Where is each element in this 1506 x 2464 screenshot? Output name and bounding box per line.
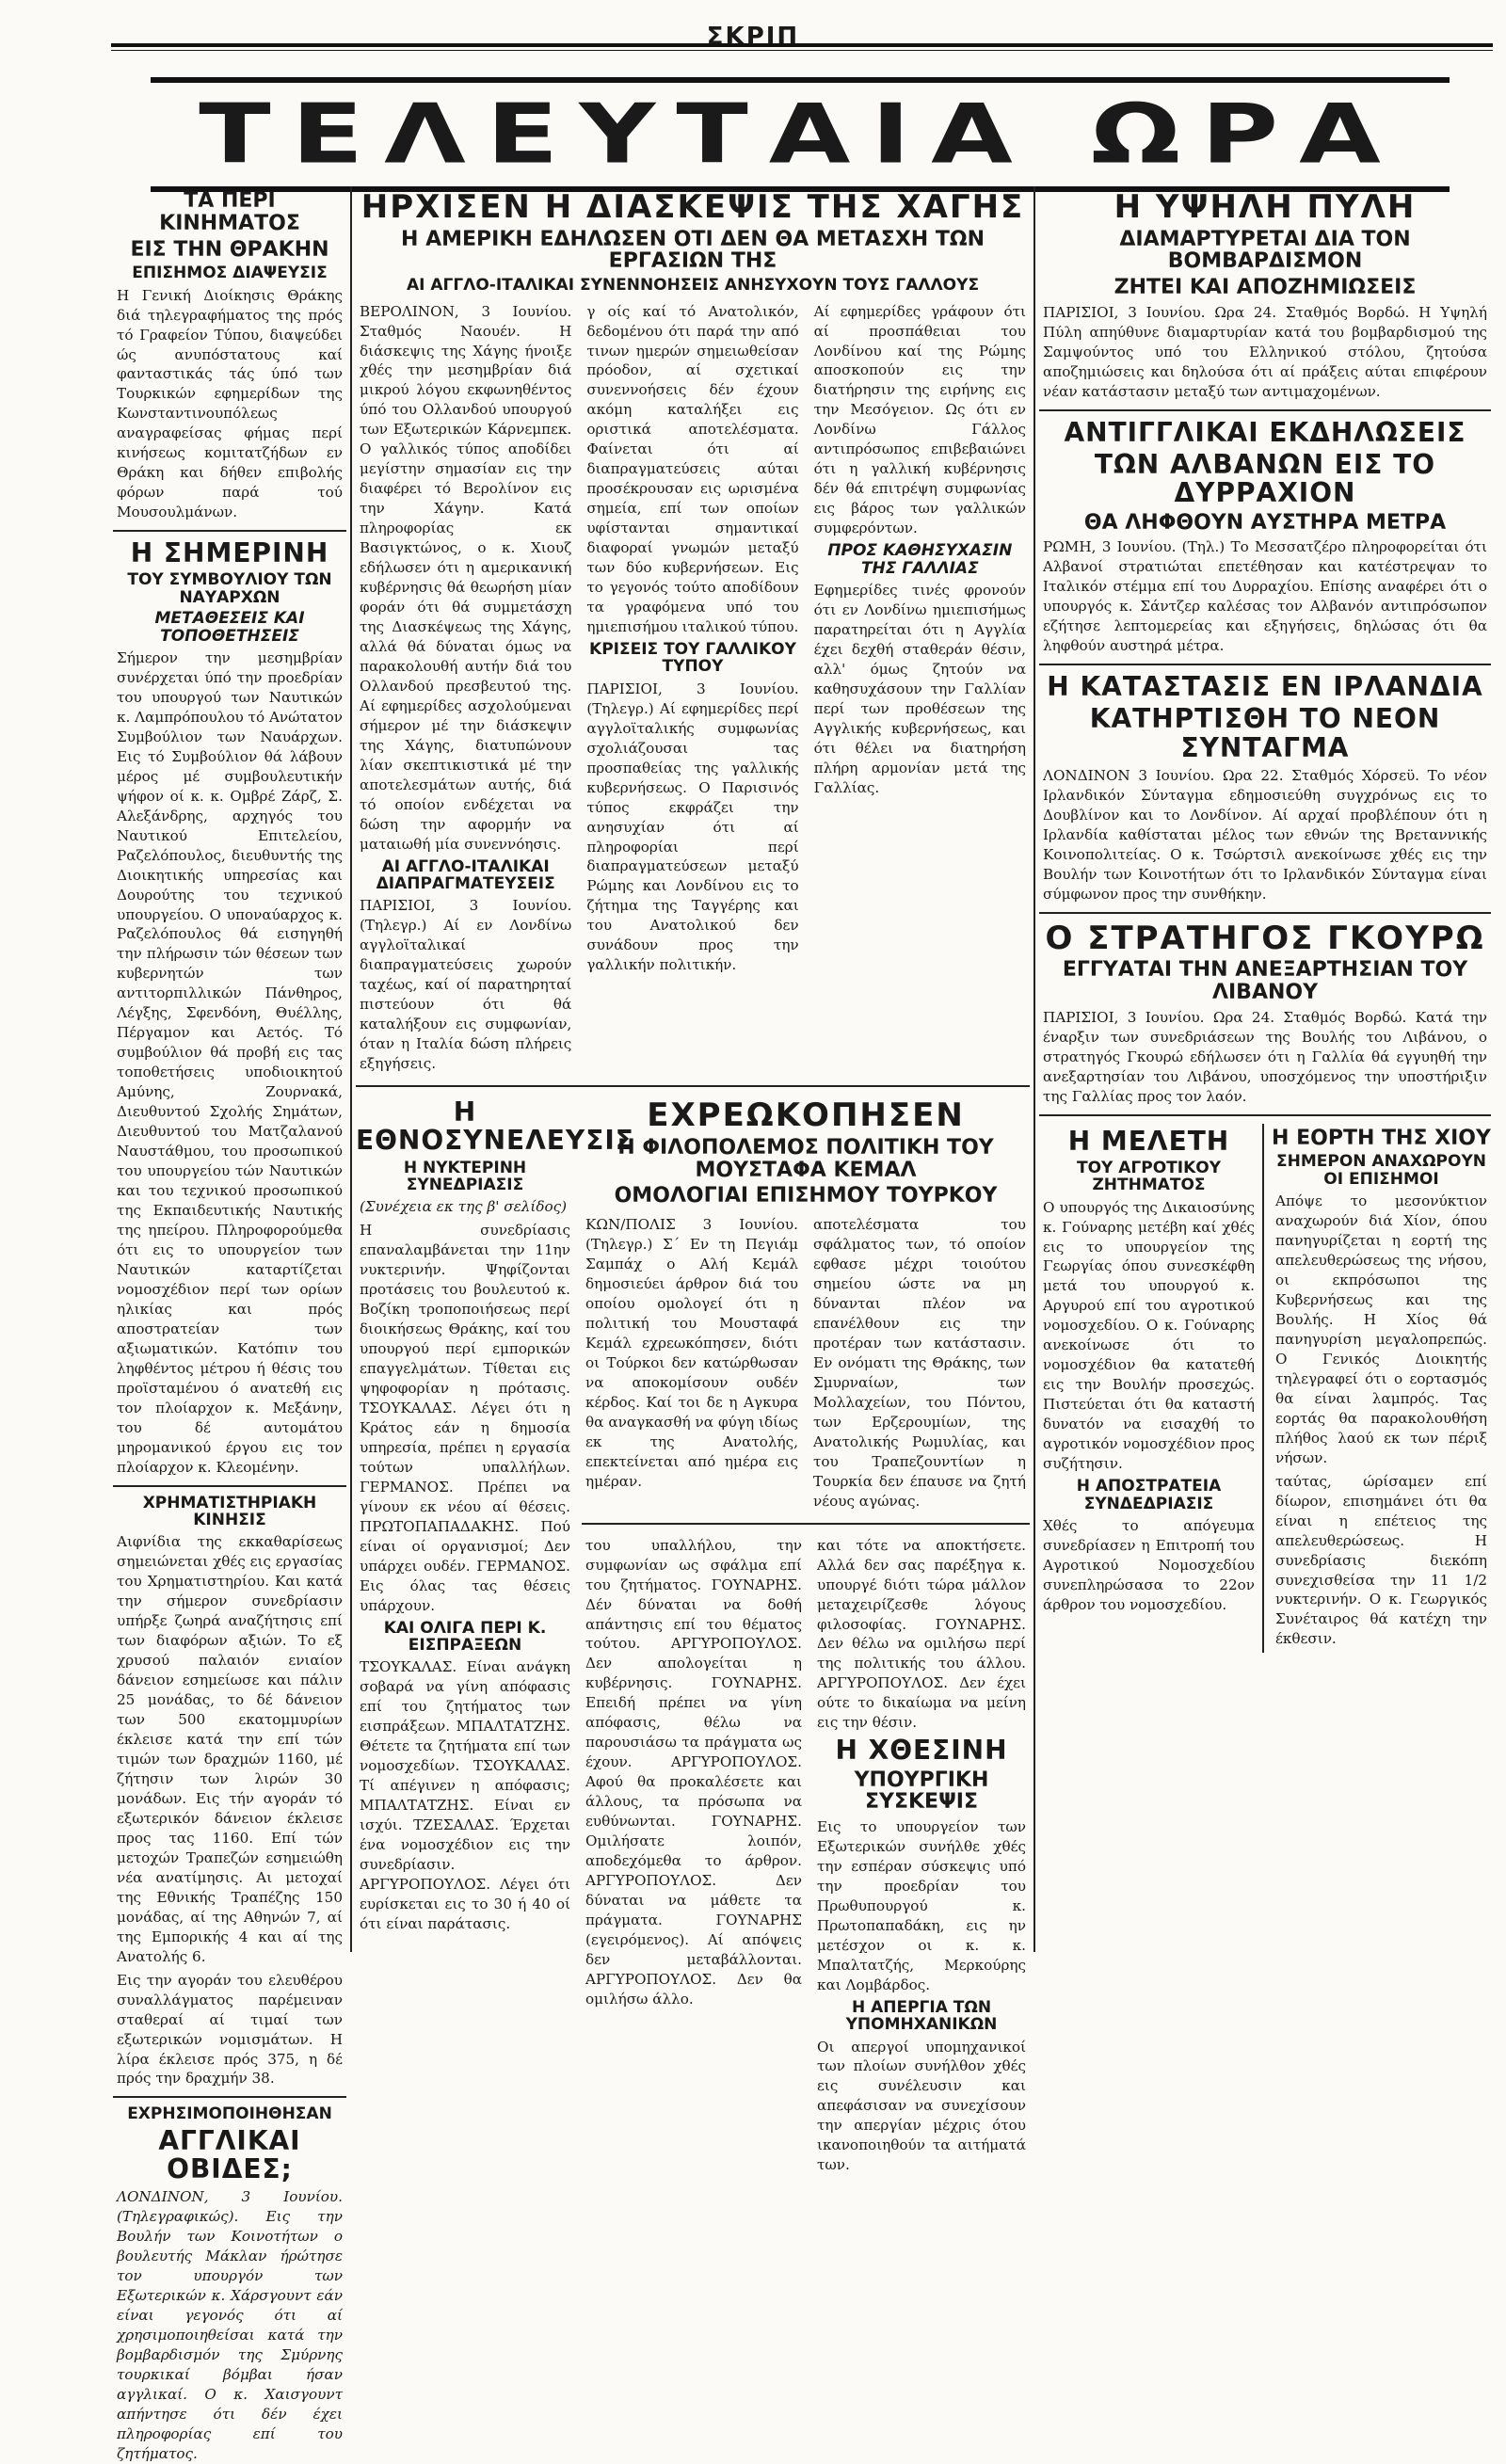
article-body: ΚΩΝ/ΠΟΛΙΣ 3 Ιουνίου. (Τηλεγρ.) Σ΄ Εν τη Πεγιάμ Σαμπάχ ο Αλή Κεμάλ δημοσιεύει άρθρον διά του οποίου ομολογεί ότι η πολιτική του Μουσταφά Κεμάλ εχρεωκόπησεν, διότι οι Τούρκοι δεν κατώρθωσαν να αποκομίσουν ουδέν κέρδος. Καί τοι δε η Αγκυρα θα αναγκασθή να φύγη ιδίως εκ της Ανατολής, επεκτείνεται από ημέρα εις ημέραν. [585,1216,798,1490]
subheadline: ΟΜΟΛΟΓΙΑΙ ΕΠΙΣΗΜΟΥ ΤΟΥΡΚΟΥ [614,1184,998,1208]
headline: Ο ΣΤΡΑΤΗΓΟΣ ΓΚΟΥΡΩ [1045,919,1485,957]
article-body: Εις το υπουργείον των Εξωτερικών συνήλθε χθές την εσπέραν σύσκεψις υπό την προεδρίαν του Πρωθυπουργού κ. Πρωτοπαπαδάκη, εις ην μετέσχον οι κ. κ. Μπαλτατζής, Μερκούρης και Λομβάρδος. [817,1818,1026,1993]
article-body: ΛΟΝΔΙΝΟΝ 3 Ιουνίου. Ωρα 22. Σταθμός Χόρσεϋ. Το νέον Ιρλανδικόν Σύνταγμα εδημοσιεύθη συγχρόνως εις το Δουβλίνον και το Λονδίνον. Αί αρχαί προβλέπουν ότι η Ιρλανδία καθίσταται μέλος των εθνών της Βρεταννικής Κοινοπολιτείας. Ο κ. Τσώρτσιλ ανεκοίνωσε χθές εις την Βουλήν των Κοινοτήτων ότι το Ιρλανδικόν Σύνταγμα είναι σύμφωνον προς την συνθήκην. [1043,766,1487,903]
article-body: Αί εφημερίδες γράφουν ότι αί προσπάθειαι του Λονδίνου καί της Ρώμης αποσκοπούν εις την διατήρησιν της ειρήνης εις την Μεσόγειον. Ως ότι εν Λονδίνω Γάλλος αντιπρόσωπος επιβεβαιώνει ότι η γαλλική κυβέρνησις δέν θά επιτρέψη συμφωνίας εις βάρος των γαλλικών συμφερόντων. [813,302,1026,537]
section-banner [151,77,1450,192]
article-body: Εις την αγοράν του ελευθέρου συναλλάγματος παρέμειναν σταθεραί αί τιμαί των εξωτερικών νομισμάτων. Η λίρα έκλεισε πρός 375, η δέ πρός την δραχμήν 38. [117,1971,343,2088]
article-agrarian [1039,1124,1264,1654]
article-finance [113,1495,346,2089]
article-body: ΛΟΝΔΙΝΟΝ, 3 Ιουνίου. (Τηλεγραφικώς). Εις την Βουλήν των Κοινοτήτων ο βουλευτής Μάκλαν ήρώτησε τον υπουργόν των Εξωτερικών κ. Χάρσγουντ εάν είναι γεγονός ότι αί χρησιμοποιηθείσαι κατά την βομβαρδισμόν της Σμύρνης τουρκικαί βόμβαι ήσαν αγγλικαί. Ο κ. Χαισγουντ απήντησε ότι δέν έχει πληροφορίας επί του ζητήματος. [117,2188,343,2462]
top-rule-thin [111,50,1493,51]
divider [113,2096,346,2098]
headline: ΤΩΝ ΑΛΒΑΝΩΝ ΕΙΣ ΤΟ ΔΥΡΡΑΧΙΟΝ [1094,449,1436,509]
article-body: γ οίς καί τό Ανατολικόν, δεδομένου ότι παρά την από τινων ημερών σημειωθείσαν πρόοδον, αί σχετικαί συνεννοήσεις δέν έχουν ακόμη καταλήξει εις οριστικά αποτελέσματα. Φαίνεται ότι αί διαπραγματεύσεις αύται προσέκρουσαν εις ωρισμένα σημεία, επί των οποίων υφίστανται σημαντικαί διαφοραί γνωμών μεταξύ των δύο κυβερνήσεων. Εις το γεγονός τούτο αποδίδουν τα γραφόμενα υπό του ημιεπισήμου ιταλικού τύπου. [586,302,799,636]
article-body: Απόψε το μεσονύκτιον αναχωρούν διά Χίον, όπου πανηγυρίζεται η εορτή της απελευθερώσεως της νήσου, οι εκπρόσωποι της Κυβερνήσεως και της Βουλής. Η Χίος θά πανηγυρίση μεγαλοπρεπώς. Ο Γενικός Διοικητής τηλεγραφεί ότι ο εορτασμός θα είναι λαμπρός. Τας εορτάς θα παρακολουθήση πλήθος λαού εκ των πέριξ νήσων. [1275,1192,1487,1466]
article-body: και τότε να αποκτήσετε. Αλλά δεν σας παρέξηγα κ. υπουργέ διότι τώρα μάλλον μεταχειρίζεσθε λόγους φιλοσοφίας. ΓΟΥΝΑΡΗΣ. Δεν θέλω να ομιλήσω περί της πολιτικής του άλλου. ΑΡΓΥΡΟΠΟΥΛΟΣ. Δεν έχει ούτε το δικαίωμα να μείνη εις την θέσιν. [817,1536,1026,1732]
article-body: Οι απεργοί υπομηχανικοί των πλοίων συνήλθον χθές εις συνέλευσιν και απεφάσισαν να συνεχίσουν την απεργίαν μέχρις ότου ικανοποιηθούν τα αιτήματά των. [817,2038,1026,2174]
article-body: ΠΑΡΙΣΙΟΙ, 3 Ιουνίου. Ωρα 24. Σταθμός Βορδώ. Η Υψηλή Πύλη απηύθυνε διαμαρτυρίαν κατά του βομβαρδισμού της Σαμψούντος υπό του Ελληνικού στόλου, ζητούσα αποζημιώσεις και δηλούσα ότι αί πράξεις αύται επιφέρουν νέαν κατάστασιν μεταξύ των αντιμαχομένων. [1043,303,1487,400]
divider [1039,664,1491,665]
right-column [1039,186,1491,1952]
article-body: ταύτας, ώρίσαμεν επί δίωρον, επισημάνει ότι θα είναι η επέτειος της απελευθερώσεως. Η συνεδρίασις διεκόπη συνεχισθείσα την 11 1/2 νυκτερινήν. Ο κ. Γεωργικός Συνέταιρος θά κατέχη την έκθεσιν. [1275,1472,1487,1648]
divider [582,1523,1030,1525]
article-porte [1039,190,1491,402]
top-rule [111,43,1493,47]
headline: ΑΓΓΛΙΚΑΙ ΟΒΙΔΕΣ; [158,2124,301,2185]
article-body: του υπαλλήλου, την συμφωνίαν ως σφάλμα επί του ζητήματος. ΓΟΥΝΑΡΗΣ. Δέν δύναται να δοθή απάντησις επί του θέματος τούτου. ΑΡΓΥΡΟΠΟΥΛΟΣ. Δεν απολογείται η κυβέρνησις. ΓΟΥΝΑΡΗΣ. Επειδή πρέπει να γίνη απόφασις, θέλω να παρουσιάσω τα πράγματα ως έχουν. ΑΡΓΥΡΟΠΟΥΛΟΣ. Αφού θα προκαλέσετε και άλλους, τα πρόσωπα να ευθύνωνται. ΓΟΥΝΑΡΗΣ. Ομιλήσατε λοιπόν, αποδεχόμεθα το άρθρον. ΑΡΓΥΡΟΠΟΥΛΟΣ. Δεν δύναται να μάθετε τα πράγματα. ΓΟΥΝΑΡΗΣ (εγειρόμενος). Αί απόψεις δεν μεταβάλλονται. ΑΡΓΥΡΟΠΟΥΛΟΣ. Δεν θα ομιλήσω άλλο. [585,1536,802,2008]
divider [1039,409,1491,411]
article-debate [582,1532,1030,2180]
headline: Η ΣΗΜΕΡΙΝΗ [130,537,329,569]
headline: ΥΠΟΥΡΓΙΚΗ ΣΥΣΚΕΨΙΣ [854,1768,989,1815]
article-body: Ο υπουργός της Δικαιοσύνης κ. Γούναρης μετέβη καί χθές εις το υπουργείον της Γεωργίας όπου συνεσκέφθη μετά του υπουργού κ. Αργυρού επί του αγροτικού νομοσχεδίου. Ο κ. Γούναρης ανεκοίνωσε ότι το νομοσχέδιον θα κατατεθή εις την Βουλήν προσεχώς. Πιστεύεται ότι θα καταστή δυνατόν να εισαχθή το αγροτικόν νομοσχέδιον προς συζήτησιν. [1043,1198,1255,1473]
headline: ΗΡΧΙΣΕΝ Η ΔΙΑΣΚΕΨΙΣ ΤΗΣ ΧΑΓΗΣ [360,188,1025,226]
article-body: Σήμερον την μεσημβρίαν συνέρχεται ύπό την προεδρίαν του υπουργού των Ναυτικών κ. Λαμπρόπουλου τό Ανώτατον Συμβούλιον των Ναυάρχων. Εις τό Συμβούλιον θά λάβουν μέρος μέ συμβουλευτικήν ψήφον οί κ. κ. Ομβρέ Ζάρζ, Σ. Αλεξάνδρης, αρχηγός του Ναυτικού Επιτελείου, Ραζελόπουλος, διευθυντής της Διοικητικής υπηρεσίας και Δουρούτης του τεχνικού υπουργείου. Ο υποναύαρχος κ. Ραζελόπουλος θά εισηγηθή την πλήρωσιν τών θέσεων των κυβερνητών των αντιτορπιλλικών Πάνθηρος, Λέγξης, Σφενδόνη, Θυέλλης, Πέργαμον και Αετός. Τό συμβούλιον θά προβή εις τας τοποθετήσεις υποδιοικητού Αμύνης, Ζουρνακά, Διευθυντού Σχολής Σημάτων, Διευθυντού του Ματζαλανού Ναυστάθμου, του προσωπικού του υπουργείου τών Ναυτικών και του τεχνικού προσωπικού της Εκπαιδευτικής Ναυτικής της ηπείρου. Πληροφορούμεθα ότι εις το υπουργείον των Ναυτικών καταρτίζεται νομοσχέδιον περί των ορίων ηλικίας και πρός αποστρατείαν των αξιωματικών. Κατόπιν του ληφθέντος μέτρου ή θέσις του προϊσταμένου ό ανατεθή εις τον πλοίαρχον κ. Μεξάνην, του δέ αυτομάτου μηρομανικού έργου εις τον πλοίαρχον κ. Κλεομένην. [117,648,343,1476]
paper-name: ΣΚΡΙΠ [706,23,800,51]
article-body: ΠΑΡΙΣΙΟΙ, 3 Ιουνίου. Ωρα 24. Σταθμός Βορδώ. Κατά την έναρξιν των συνεδριάσεων της Βουλής του Λιβάνου, ο στρατηγός Γκουρώ εδήλωσεν ότι η Γαλλία θά εγγυηθή την ανεξαρτησίαν του Λιβάνου, υποσχόμενος την υποστήριξιν της Γαλλίας προς τον λαόν. [1043,1008,1487,1105]
subheadline: ΠΡΟΣ ΚΑΘΗΣΥΧΑΣΙΝ ΤΗΣ ΓΑΛΛΙΑΣ [827,541,1013,578]
divider [113,1485,346,1487]
subheadline: ΖΗΤΕΙ ΚΑΙ ΑΠΟΖΗΜΙΩΣΕΙΣ [1113,276,1417,300]
banner-title: ΤΕΛΕΥΤΑΙΑ ΩΡΑ [199,87,1402,183]
article-body: Εφημερίδες τινές φρονούν ότι εν Λονδίνω ημιεπισήμως παρατηρείται ότι η Αγγλία έχει δεχθή σταθεράν θέσιν, αλλ' όμως ζητούν να καθησυχάσουν την Γαλλίαν περί των προθέσεων της Αγγλικής κυβερνήσεως, και ότι θέλει να διατηρήση πλήρη αρμονίαν μετά της Γαλλίας. [813,581,1026,796]
headline: ΕΧΡΗΣΙΜΟΠΟΙΗΘΗΣΑΝ [127,2104,332,2124]
subheadline: Η ΑΠΟΣΤΡΑΤΕΙΑ ΣΥΝΔΕΔΡΙΑΣΙΣ [1076,1477,1222,1513]
subheadline: ΤΟΥ ΣΥΜΒΟΥΛΙΟΥ ΤΩΝ ΝΑΥΑΡΧΩΝ [127,570,332,607]
headline: Η ΑΜΕΡΙΚΗ ΕΔΗΛΩΣΕΝ ΟΤΙ ΔΕΝ ΘΑ ΜΕΤΑΣΧΗ ΤΩΝ ΕΡΓΑΣΙΩΝ ΤΗΣ [401,227,985,274]
article-body: ΡΩΜΗ, 3 Ιουνίου. (Τηλ.) Το Μεσσατζέρο πληροφορείται ότι Αλβανοί στρατιώται επετέθησαν και κατέστρεψαν το Ιταλικόν στέμμα επί του Δυρραχίου. Επίσης αναφέρει ότι ο υπουργός κ. Σάντζερ καλέσας τον Αλβανόν αντιπρόσωπον εζήτησε λεπτομερείας και εξηγήσεις, δηλώσας ότι θα ληφθούν αυστηρά μέτρα. [1043,538,1487,655]
column-rule [350,186,352,1952]
subheadline: Η ΑΠΕΡΓΙΑ ΤΩΝ ΥΠΟΜΗΧΑΝΙΚΩΝ [845,1997,998,2035]
headline: ΑΝΤΙΓΓΛΙΚΑΙ ΕΚΔΗΛΩΣΕΙΣ [1064,416,1466,448]
article-body: ΒΕΡΟΛΙΝΟΝ, 3 Ιουνίου. Σταθμός Ναουέν. Η διάσκεψις της Χάγης ήνοιξε χθές την μεσημβρίαν διά μικρού λόγου εκφωνηθέντος ύπό του Ολλανδού υπουργού των Εξωτερικών Κάρνεμπεκ. Ο γαλλικός τύπος αποδίδει μεγίστην σημασίαν εις την διαφέρει τό Βερολίνον εις την Χάγην. Κατά πληροφορίας εκ Βασιγκτώνος, ο κ. Χιουζ εδήλωσεν ότι η αμερικανική κυβέρνησις θά θεωρήση μίαν φοράν ότι θά συμμετάσχη της Διασκέψεως της Χάγης, αλλά θά δύναται όμως να παρακολουθή αυτήν διά του Ολλανδού πρεσβευτού της. Αί εφημερίδες ασχολούμεναι σήμερον μέ την διάσκεψιν της Χάγης, διατυπώνουν λίαν σκεπτικιστικά μέ την αποτελεσμάτων αυτής, διά τό οποίον ενδέχεται να δώση την αφορμήν να ματαιωθή μία συνεννόησις. [360,302,572,853]
subheadline: ΚΡΙΣΕΙΣ ΤΟΥ ΓΑΛΛΙΚΟΥ ΤΥΠΟΥ [589,640,796,677]
center-column [356,186,1030,2174]
headline: Η ΦΙΛΟΠΟΛΕΜΟΣ ΠΟΛΙΤΙΚΗ ΤΟΥ ΜΟΥΣΤΑΦΑ ΚΕΜΑΛ [617,1135,994,1182]
article-kemal [582,1098,1030,1515]
headline: ΧΡΗΜΑΤΙΣΤΗΡΙΑΚΗ ΚΙΝΗΣΙΣ [142,1493,317,1529]
headline: ΔΙΑΜΑΡΤΥΡΕΤΑΙ ΔΙΑ ΤΟΝ ΒΟΜΒΑΡΔΙΣΜΟΝ [1119,227,1411,274]
headline: ΤΑ ΠΕΡΙ ΚΙΝΗΜΑΤΟΣ [159,189,300,235]
headline: Η ΕΟΡΤΗ ΤΗΣ ΧΙΟΥ [1272,1126,1491,1150]
headline: Η ΕΘΝΟΣΥΝΕΛΕΥΣΙΣ [356,1096,634,1157]
article-body: αποτελέσματα του σφάλματος των, τό οποίον εφθασε μέχρι τοιούτου σημείου ώστε να μη δύνανται πλέον να επανέλθουν εις την προτέραν των κατάστασιν. Εν ονόματι της Θράκης, των Σμυρναίων, των Μολλαχείων, του Πόντου, των Ερζερουμίων, της Ανατολικής Ρωμυλίας, και του Τραπεζουντίων η Τουρκία δεν έπαυσε να ζητή νέους αγώνας. [813,1216,1026,1510]
subheadline: ΜΕΤΑΘΕΣΕΙΣ ΚΑΙ ΤΟΠΟΘΕΤΗΣΕΙΣ [154,609,305,646]
article-council [113,539,346,1477]
article-hague [356,190,1030,1078]
article-body: Χθές το απόγευμα συνεδρίασεν η Επιτροπή του Αγροτικού Νομοσχεδίου συνεπληρώσασα το 22ον άρθρον του νομοσχεδίου. [1043,1516,1255,1613]
headline: ΕΧΡΕΩΚΟΠΗΣΕΝ [647,1096,965,1135]
headline: Η ΚΑΤΑΣΤΑΣΙΣ ΕΝ ΙΡΛΑΝΔΙΑ [1047,671,1483,703]
article-thrace [113,190,346,522]
article-body: ΤΣΟΥΚΑΛΑΣ. Είναι ανάγκη σοβαρά να γίνη απόφασις επί του ζητήματος των εισπράξεων. ΜΠΑΛΤΑΤΖΗΣ. Θέτετε τα ζητήματα επί των νομοσχεδίων. ΤΣΟΥΚΑΛΑΣ. Τί απέγινεν η απόφασις; ΜΠΑΛΤΑΤΖΗΣ. Είναι εν ισχύι. ΤΖΕΣΑΛΑΣ. Έρχεται ένα νομοσχέδιον εις την συνεδρίασιν. ΑΡΓΥΡΟΠΟΥΛΟΣ. Λέγει ότι ευρίσκεται εις το 30 ή 40 οί ότι είναι παράτασις. [360,1658,570,1932]
headline: ΚΑΤΗΡΤΙΣΘΗ ΤΟ ΝΕΟΝ ΣΥΝΤΑΓΜΑ [1089,703,1441,763]
subheadline: ΤΟΥ ΑΓΡΟΤΙΚΟΥ ΖΗΤΗΜΑΤΟΣ [1076,1158,1222,1195]
article-body: Η συνεδρίασις επαναλαμβάνεται την 11ην νυκτερινήν. Ψηφίζονται προτάσεις του βουλευτού κ. Βοζίκη τροποποιήσεως περί διοικήσεως Θράκης, καί του υπουργού περί εμπορικών επαγγελμάτων. Τίθεται εις ψηφοφορίαν η πρότασις. ΤΣΟΥΚΑΛΑΣ. Λέγει ότι η Κράτος εάν η δημοσία υπηρεσία, πρέπει η εργασία τούτων υπαλλήλων. ΓΕΡΜΑΝΟΣ. Πρέπει να γίνουν εκ νέου αί θέσεις. ΠΡΩΤΟΠΑΠΑΔΑΚΗΣ. Πού είναι οί οργανισμοί; Δεν υπάρχει ουδέν. ΓΕΡΜΑΝΟΣ. Εις όλας τας θέσεις υπάρχουν. [360,1222,570,1614]
headline: Η ΧΘΕΣΙΝΗ [835,1735,1008,1767]
subheadline: ΣΗΜΕΡΟΝ ΑΝΑΧΩΡΟΥΝ ΟΙ ΕΠΙΣΗΜΟΙ [1276,1152,1486,1189]
subheadline: ΚΑΙ ΟΛΙΓΑ ΠΕΡΙ Κ. ΕΙΣΠΡΑΞΕΩΝ [383,1618,547,1656]
article-albania-shells [113,2105,346,2463]
article-gouraud [1039,921,1491,1107]
article-chios [1272,1124,1491,1654]
subheadline: ΕΠΙΣΗΜΟΣ ΔΙΑΨΕΥΣΙΣ [132,264,328,283]
divider [356,1085,1030,1087]
column-rule [1033,186,1035,1952]
divider [113,530,346,532]
article-body: ΠΑΡΙΣΙΟΙ, 3 Ιουνίου. (Τηλεγρ.) Αί εφημερίδες περί αγγλοϊταλικής συμφωνίας σχολιάζουσαι τας προσπαθείας της γαλλικής κυβερνήσεως. Ο Παρισινός τύπος εκφράζει την ανησυχίαν ότι αί πληροφορίαι περί διαπραγματεύσεων μεταξύ Ρώμης και Λονδίνου εις το ζήτημα της Ταγγέρης και του Ανατολικού δεν συνάδουν προς την γαλλικήν πολιτικήν. [586,680,799,974]
article-albanians [1039,416,1491,656]
article-body: Αιφνίδια της εκκαθαρίσεως σημειώνεται χθές εις εργασίας του Χρηματιστηρίου. Και κατά την σήμερον συνεδρίασιν υπήρξε ζωηρά αναζήτησις επί των διαφόρων αξιών. Το εξ χρυσού παλαιόν ενιαίον δάνειον εσημείωσε και πάλιν 25 μονάδας, το δέ δάνειον των 500 εκατομμυρίων έκλεισε κατά την επί τών τιμών των δραχμών 1160, μέ ζήτησιν των λιρών 30 μονάδων. Εις τήν αγοράν τό εξωτερικόν δάνειον έκλεισε προς τας 1160. Επί τών μετοχών Τραπεζών εσημειώθη νέα ανατίμησις. Αι μετοχαί της Εθνικής Τραπέζης 150 μονάδας, αί της Αθηνών 7, αί της Εμπορικής 4 και αί της Ανατολής 6. [117,1533,344,1965]
article-body: ΠΑΡΙΣΙΟΙ, 3 Ιουνίου. (Τηλεγρ.) Αί εν Λονδίνω αγγλοϊταλικαί διαπραγματεύσεις χωρούν ταχέως, καί οί παρατηρηταί πιστεύουν ότι θά καταλήξουν εις συμφωνίαν, όταν η Ιταλία δώση πλήρεις εξηγήσεις. [360,897,572,1073]
continuation-note: (Συνέχεια εκ της β' σελίδος) [360,1198,568,1216]
subheadline: ΑΙ ΑΓΓΛΟ-ΙΤΑΛΙΚΑΙ ΔΙΑΠΡΑΓΜΑΤΕΥΣΕΙΣ [376,856,555,894]
article-ireland [1039,673,1491,904]
divider [1039,912,1491,914]
headline: Η ΥΨΗΛΗ ΠΥΛΗ [1113,188,1417,226]
headline: ΕΙΣ ΤΗΝ ΘΡΑΚΗΝ [130,237,329,262]
article-body: Η Γενική Διοίκησις Θράκης διά τηλεγραφήματος της πρός τό Γραφείον Τύπου, διαψεύδει ώς ανυπόστατους καί φανταστικάς τάς ύπό των Τουρκικών εφημερίδων της Κωνσταντινουπόλεως αναγραφείσας φήμας περί κινήσεως κομιτατζήδων εν Θράκη και δήθεν επιβολής φόρων παρά τού Μουσουλμάνων. [117,286,343,521]
divider [1039,1114,1491,1116]
subheadline: ΑΙ ΑΓΓΛΟ-ΙΤΑΛΙΚΑΙ ΣΥΝΕΝΝΟΗΣΕΙΣ ΑΝΗΣΥΧΟΥΝ ΤΟΥΣ ΓΑΛΛΟΥΣ [406,276,980,296]
subheadline: Η ΝΥΚΤΕΡΙΝΗ ΣΥΝΕΔΡΙΑΣΙΣ [403,1158,527,1194]
left-column [113,186,346,2462]
subheadline: ΘΑ ΛΗΦΘΟΥΝ ΑΥΣΤΗΡΑ ΜΕΤΡΑ [1083,510,1447,535]
headline: ΕΓΓΥΑΤΑΙ ΤΗΝ ΑΝΕΞΑΡΤΗΣΙΑΝ ΤΟΥ ΛΙΒΑΝΟΥ [1062,958,1468,1005]
article-national-assembly [356,1095,634,2179]
headline: Η ΜΕΛΕΤΗ [1067,1125,1230,1157]
